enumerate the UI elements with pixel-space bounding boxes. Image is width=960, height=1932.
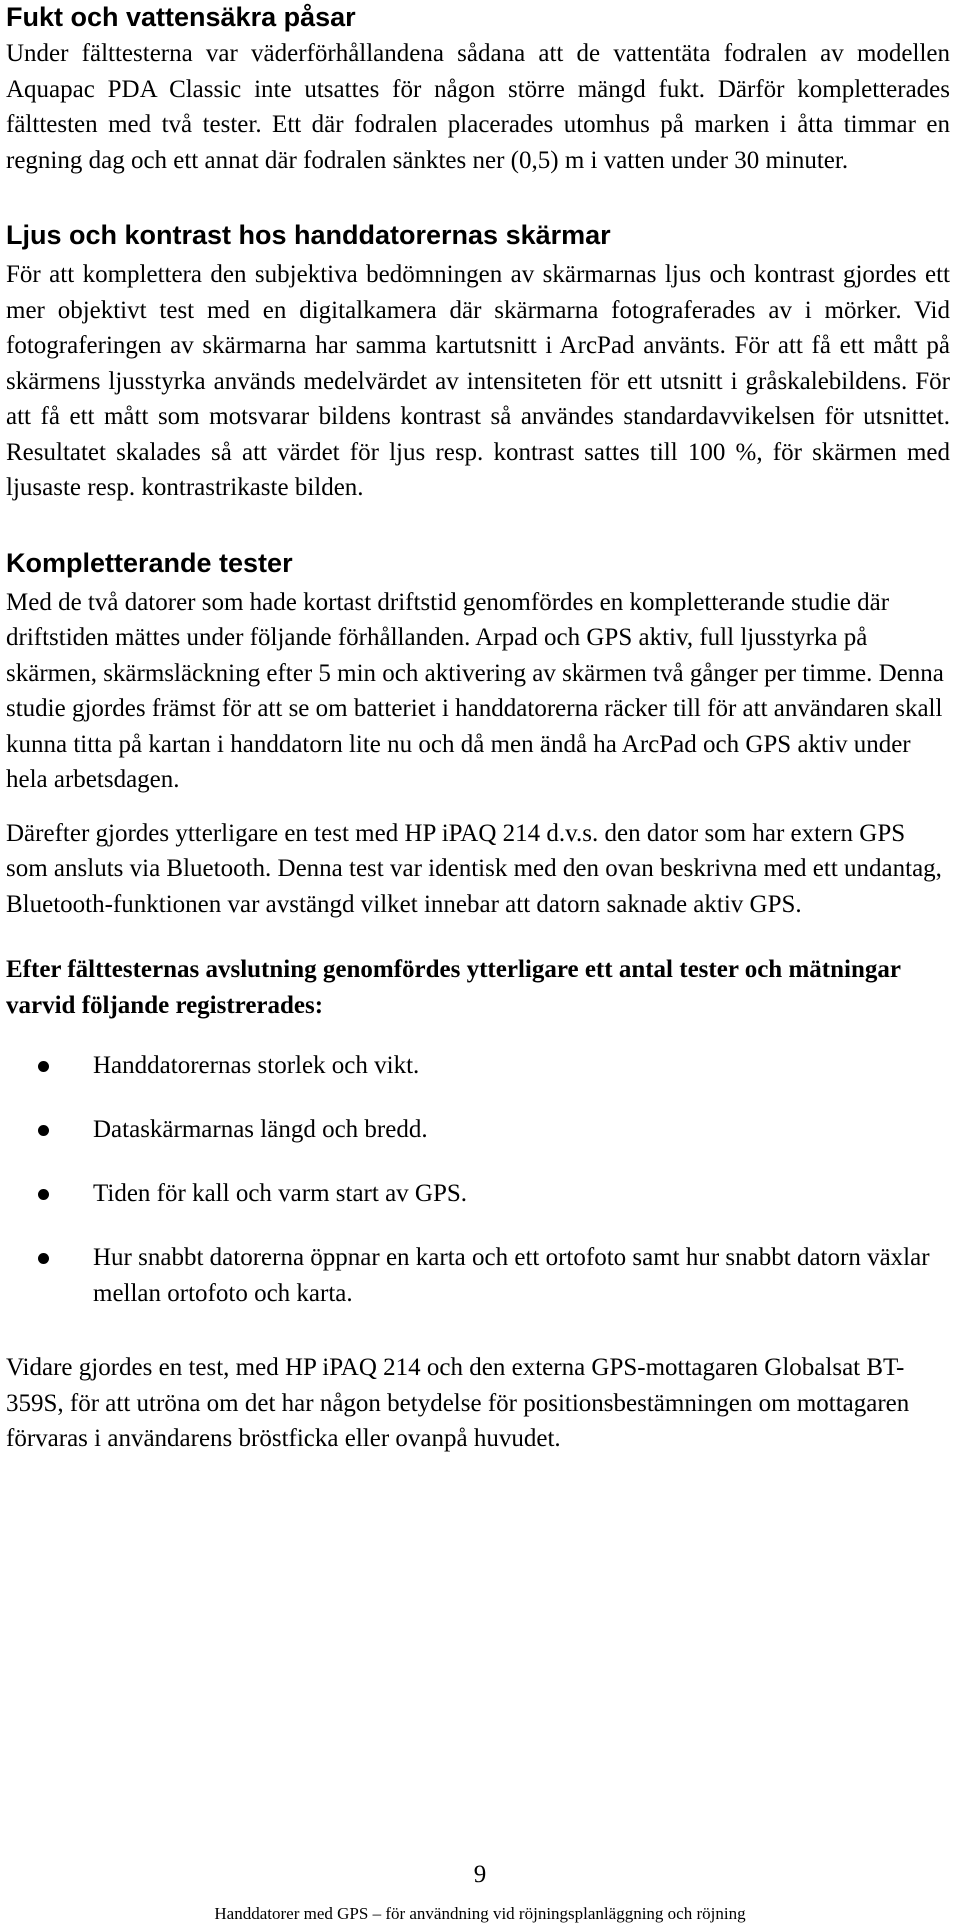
bullet-icon: [38, 1253, 49, 1264]
list-item: [6, 1176, 950, 1212]
list-item-text: Tiden för kall och varm start av GPS.: [93, 1180, 468, 1207]
running-footer: Handdatorer med GPS – för användning vid röjningsplanläggning och röjning: [214, 1904, 746, 1923]
section-heading-fukt: Fukt och vattensäkra påsar: [6, 2, 356, 32]
paragraph-closing: Vidare gjordes en test, med HP iPAQ 214 och den externa GPS-mottagaren Globalsat BT-359S, för att utröna om det har någon betydelse för positionsbestämningen om mottagaren förvaras i användarens bröstficka eller ovanpå huvudet.: [6, 1354, 910, 1452]
list-item: [6, 1048, 950, 1084]
paragraph-kompletterande-2: Därefter gjordes ytterligare en test med HP iPAQ 214 d.v.s. den dator som har extern GPS som ansluts via Bluetooth. Denna test var identisk med den ovan beskrivna med ett undantag, Bluetooth-funktionen var avstängd vilket innebar att datorn saknade aktiv GPS.: [6, 819, 942, 918]
list-item-text: Hur snabbt datorerna öppnar en karta och ett ortofoto samt hur snabbt datorn växlar mellan ortofoto och karta.: [93, 1244, 930, 1307]
measurements-intro: Efter fälttesternas avslutning genomfördes ytterligare ett antal tester och mätningar varvid följande registrerades:: [6, 956, 901, 1019]
paragraph-fukt: Under fälttesterna var väderförhållandena sådana att de vattentäta fodralen av modellen Aquapac PDA Classic inte utsattes för någon större mängd fukt. Därför kompletterades fälttesten med två tester. Ett där fodralen placerades utomhus på marken i åtta timmar en regning dag och ett annat där fodralen sänktes ner (0,5) m i vatten under 30 minuter.: [6, 40, 950, 174]
bullet-icon: [38, 1061, 49, 1072]
section-heading-kompletterande: Kompletterande tester: [6, 547, 293, 578]
bullet-icon: [38, 1189, 49, 1200]
page-content: [6, 0, 950, 1457]
list-item: [6, 1112, 950, 1148]
bullet-icon: [38, 1125, 49, 1136]
list-item-text: Dataskärmarnas längd och bredd.: [93, 1116, 428, 1143]
section-heading-ljus-kontrast: Ljus och kontrast hos handdatorernas skärmar: [6, 220, 611, 250]
paragraph-ljus-kontrast: För att komplettera den subjektiva bedömningen av skärmarnas ljus och kontrast gjordes ett mer objektivt test med en digitalkamera där skärmarna fotograferades av i mörker. Vid fotograferingen av skärmarna har samma kartutsnitt i ArcPad använts. För att få ett mått på skärmens ljusstyrka används medelvärdet av intensiteten för ett utsnitt i gråskalebildens. För att få ett mått som motsvarar bildens kontrast så användes standardavvikelsen för utsnittet. Resultatet skalades så att värdet för ljus resp. kontrast sattes till 100 %, för skärmen med ljusaste resp. kontrastrikaste bilden.: [6, 261, 950, 501]
paragraph-kompletterande-1: Med de två datorer som hade kortast driftstid genomfördes en kompletterande studie där driftstiden mättes under följande förhållanden. Arpad och GPS aktiv, full ljusstyrka på skärmen, skärmsläckning efter 5 min och aktivering av skärmen två gånger per timme. Denna studie gjordes främst för att se om batteriet i handdatorerna räcker till för att användaren skall kunna titta på kartan i handdatorn lite nu och då men ändå ha ArcPad och GPS aktiv under hela arbetsdagen.: [6, 588, 944, 793]
list-item: [6, 1240, 950, 1312]
page-number: 9: [473, 1861, 487, 1888]
measurements-list: [6, 1048, 950, 1312]
list-item-text: Handdatorernas storlek och vikt.: [93, 1052, 420, 1079]
